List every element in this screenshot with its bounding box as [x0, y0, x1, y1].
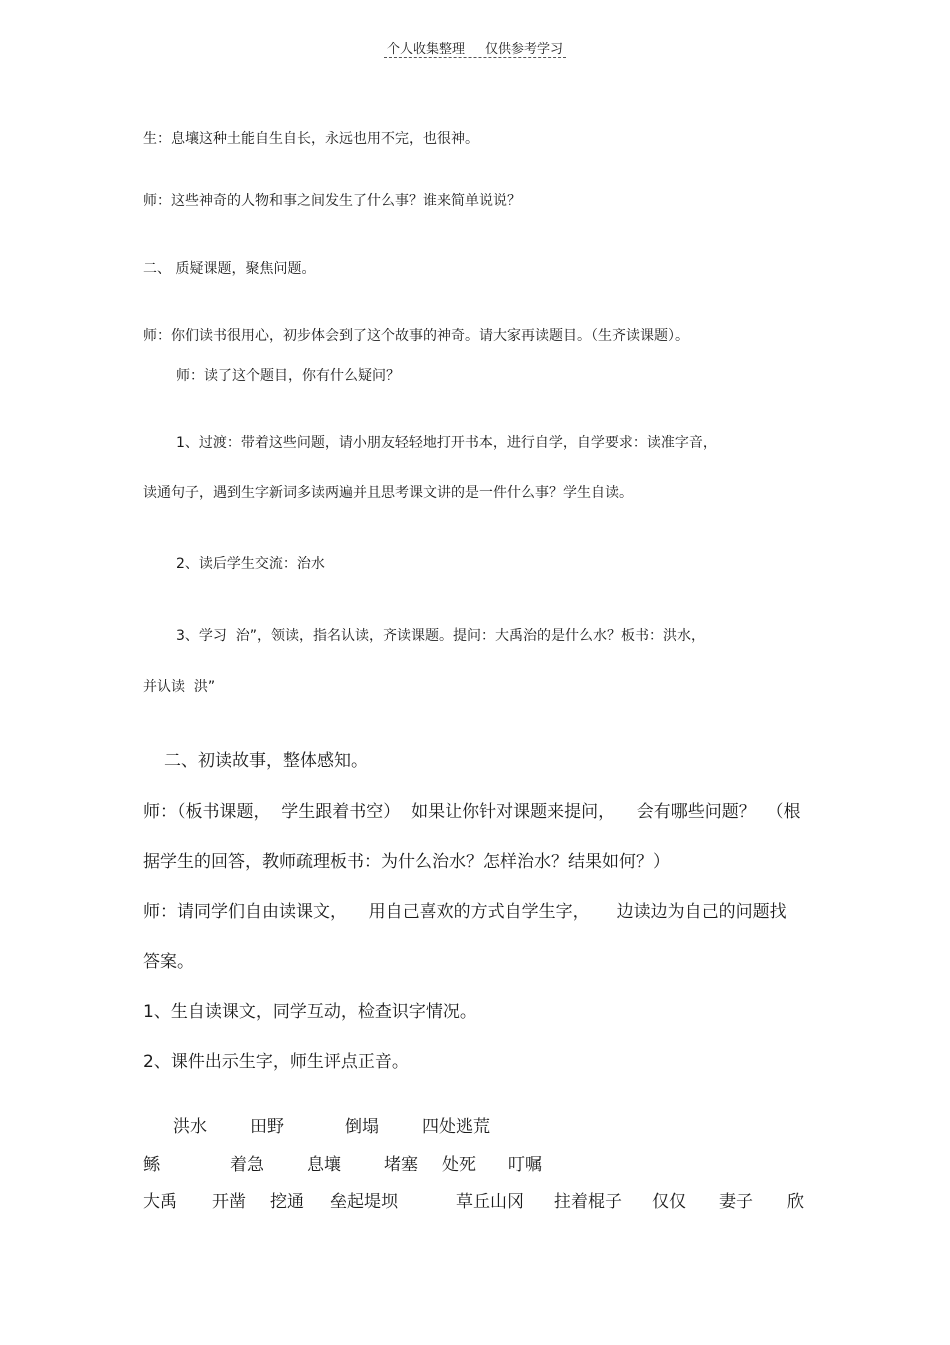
paragraph-line: 据学生的回答，教师疏理板书：为什么治水？怎样治水？结果如何？） — [143, 852, 670, 872]
vocab-word: 挖通 — [270, 1192, 304, 1212]
section-heading: 二、 质疑课题，聚焦问题。 — [143, 261, 316, 277]
paragraph-line: 师：（板书课题， 学生跟着书空） 如果让你针对课题来提问， 会有哪些问题？ （根 — [143, 802, 801, 822]
vocab-word: 堵塞 — [384, 1155, 418, 1175]
paragraph-line: 2、课件出示生字，师生评点正音。 — [143, 1052, 409, 1072]
paragraph-line: 3、学习 治”，领读，指名认读，齐读课题。提问：大禹治的是什么水？板书：洪水， — [176, 628, 706, 644]
paragraph-line: 答案。 — [143, 952, 194, 972]
vocab-word: 妻子 — [719, 1192, 753, 1212]
vocab-word: 着急 — [230, 1155, 264, 1175]
vocab-word: 息壤 — [307, 1155, 341, 1175]
vocab-word: 叮嘱 — [508, 1155, 542, 1175]
paragraph-line: 1、过渡：带着这些问题，请小朋友轻轻地打开书本，进行自学，自学要求：读准字音， — [176, 435, 717, 451]
vocab-word: 洪水 — [173, 1117, 207, 1137]
vocab-word: 草丘山冈 — [456, 1192, 524, 1212]
vocab-word: 四处逃荒 — [422, 1117, 490, 1137]
vocab-word: 欣 — [787, 1192, 804, 1212]
paragraph-line: 师：这些神奇的人物和事之间发生了什么事？谁来简单说说？ — [143, 193, 521, 209]
vocab-word: 处死 — [442, 1155, 476, 1175]
paragraph-line: 师：读了这个题目，你有什么疑问？ — [176, 368, 400, 384]
paragraph-line: 读通句子，遇到生字新词多读两遍并且思考课文讲的是一件什么事？学生自读。 — [143, 485, 633, 501]
paragraph-line: 师：你们读书很用心，初步体会到了这个故事的神奇。请大家再读题目。（生齐读课题）。 — [143, 328, 689, 344]
paragraph-line: 1、生自读课文，同学互动，检查识字情况。 — [143, 1002, 477, 1022]
vocab-word: 拄着棍子 — [554, 1192, 622, 1212]
page-header — [0, 38, 950, 57]
header-divider — [384, 57, 566, 58]
header-left-text: 个人收集整理 — [386, 42, 465, 57]
vocab-word: 仅仅 — [652, 1192, 686, 1212]
vocab-word: 倒塌 — [345, 1117, 379, 1137]
section-heading: 二、初读故事，整体感知。 — [164, 751, 368, 771]
vocab-word: 垒起堤坝 — [330, 1192, 398, 1212]
vocab-word: 开凿 — [212, 1192, 246, 1212]
vocab-word: 大禹 — [143, 1192, 177, 1212]
vocab-word: 鲧 — [143, 1155, 160, 1175]
paragraph-line: 生：息壤这种土能自生自长，永远也用不完，也很神。 — [143, 131, 479, 147]
paragraph-line: 2、读后学生交流：治水 — [176, 556, 325, 572]
paragraph-line: 师：请同学们自由读课文， 用自己喜欢的方式自学生字， 边读边为自己的问题找 — [143, 902, 787, 922]
vocab-word: 田野 — [250, 1117, 284, 1137]
paragraph-line: 并认读 洪” — [143, 679, 216, 695]
header-right-text: 仅供参考学习 — [485, 42, 564, 57]
